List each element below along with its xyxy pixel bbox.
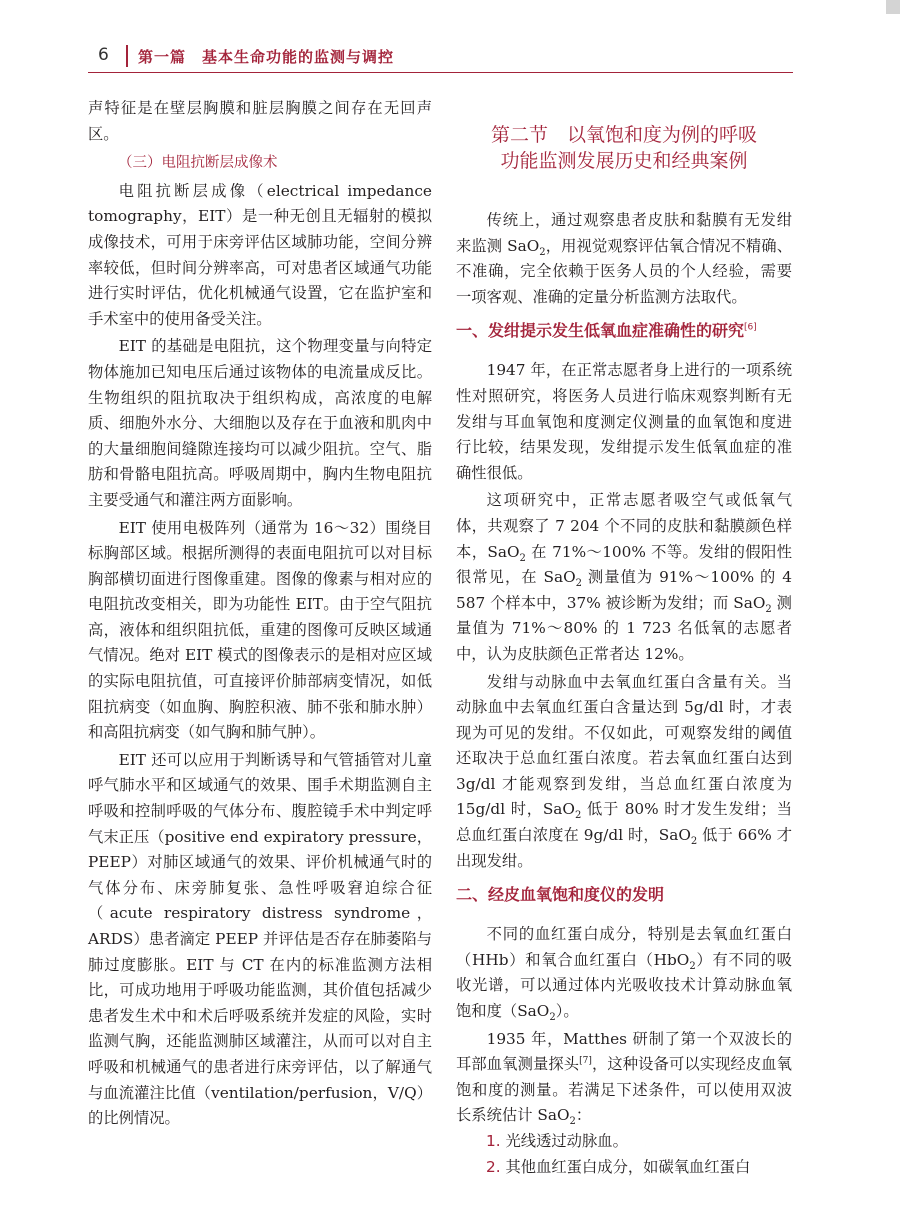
paragraph: 这项研究中，正常志愿者吸空气或低氧气体，共观察了 7 204 个不同的皮肤和黏膜颜色样本，SaO$_2$ 在 71%～100% 不等。发绀的假阳性很常见，在 SaO$_2$ 测量值为 91%～100% 的 4 587 个样本中，37% 被诊断为发绀；而 SaO$_2$ 测量值为 71%～80% 的 1 723 名低氧的志愿者中，认为皮肤颜色正常者达 12%。 [456,491,793,663]
section-title-line-2: 功能监测发展历史和经典案例 [500,150,748,172]
header-divider [126,45,128,67]
heading-oximeter-invention: 二、经皮血氧饱和度仪的发明 [456,885,665,905]
paragraph: EIT 使用电极阵列（通常为 16～32）围绕目标胸部区域。根据所测得的表面电阻抗可以对目标胸部横切面进行图像重建。图像的像素与相对应的电阻抗改变相关，即为功能性 EIT。由于空气阻抗高，液体和组织阻抗低，重建的图像可反映区域通气情况。绝对 EIT 模式的图像表示的是相对应区域的实际电阻抗值，可直接评价肺部病变情况，如低阻抗病变（如血胸、胸腔积液、肺不张和肺水肿）和高阻抗病变（如气胸和肺气肿）。 [88,518,432,742]
section-title [456,122,792,174]
page-number: 6 [98,45,109,65]
paragraph: 发绀与动脉血中去氧血红蛋白含量有关。当动脉血中去氧血红蛋白含量达到 5g/dl 时，才表现为可见的发绀。不仅如此，可观察发绀的阈值还取决于总血红蛋白浓度。若去氧血红蛋白达到 3g/dl 才能观察到发绀，当总血红蛋白浓度为 15g/dl 时，SaO$_2$ 低于 80% 时才发生发绀；当总血红蛋白浓度在 9g/dl 时，SaO$_2$ 低于 66% 才出现发绀。 [456,672,792,870]
paragraph: 电阻抗断层成像（electrical impedance tomography，EIT）是一种无创且无辐射的模拟成像技术，可用于床旁评估区域肺功能，空间分辨率较低，但时间分辨率高，可对患者区域通气功能进行实时评估，优化机械通气设置，它在监护室和手术室中的使用备受关注。 [88,181,432,328]
paragraph: EIT 还可以应用于判断诱导和气管插管对儿童呼气肺水平和区域通气的效果、围手术期监测自主呼吸和控制呼吸的气体分布、腹腔镜手术中判定呼气末正压（positive end expiratory pressure，PEEP）对肺区域通气的效果、评价机械通气时的气体分布、床旁肺复张、急性呼吸窘迫综合征（acute respiratory distress syndrome，ARDS）患者滴定 PEEP 并评估是否存在肺萎陷与肺过度膨胀。EIT 与 CT 在内的标准监测方法相比，可成功地用于呼吸功能监测，其价值包括减少患者发生术中和术后呼吸系统并发症的风险，实时监测气胸，还能监测肺区域灌注，从而可以对自主呼吸和机械通气的患者进行床旁评估，以了解通气与血流灌注比值（ventilation/perfusion，V/Q）的比例情况。 [88,750,432,1128]
running-header [88,42,793,74]
section-title-line-1: 第二节 以氧饱和度为例的呼吸 [490,124,757,146]
paragraph: EIT 的基础是电阻抗，这个物理变量与向特定物体施加已知电压后通过该物体的电流量成反比。生物组织的阻抗取决于组织构成，高浓度的电解质、细胞外水分、大细胞以及存在于血液和肌肉中的大量细胞间缝隙连接均可以减少阻抗。空气、脂肪和骨骼电阻抗高。呼吸周期中，胸内生物电阻抗主要受通气和灌注两方面影响。 [88,337,432,509]
citation-ref: [7] [579,1056,592,1067]
left-column [88,96,432,1132]
citation-ref: [6] [744,323,757,334]
subheading-eit: （三）电阻抗断层成像术 [118,155,278,172]
paragraph: 不同的血红蛋白成分，特别是去氧血红蛋白（HHb）和氧合血红蛋白（HbO$_2$）有不同的吸收光谱，可以通过体内光吸收技术计算动脉血氧饱和度（SaO$_2$）。 [456,925,792,1024]
right-column [456,96,792,1180]
paragraph: 1947 年，在正常志愿者身上进行的一项系统性对照研究，将医务人员进行临床观察判断有无发绀与耳血氧饱和度测定仪测量的血氧饱和度进行比较，结果发现，发绀提示发生低氧血症的准确性很低。 [456,361,792,482]
page-corner-mark [886,0,900,14]
header-title: 第一篇 基本生命功能的监测与调控 [138,48,395,66]
paragraph: 传统上，通过观察患者皮肤和黏膜有无发绀来监测 SaO$_2$，用视觉观察评估氧合情况不精确、不准确，完全依赖于医务人员的个人经验，需要一项客观、准确的定量分析监测方法取代。 [456,211,792,306]
paragraph: 1935 年，Matthes 研制了第一个双波长的耳部血氧测量探头[7]，这种设备可以实现经皮血氧饱和度的测量。若满足下述条件，可以使用双波长系统估计 SaO$_2$： [456,1029,792,1128]
list-item: 2. 其他血红蛋白成分，如碳氧血红蛋白 [486,1157,751,1176]
paragraph: 声特征是在壁层胸膜和脏层胸膜之间存在无回声区。 [88,99,432,143]
list-item: 1. 光线透过动脉血。 [486,1132,628,1150]
heading-cyanosis-study: 一、发绀提示发生低氧血症准确性的研究[6] [456,321,757,341]
header-rule [88,72,793,73]
